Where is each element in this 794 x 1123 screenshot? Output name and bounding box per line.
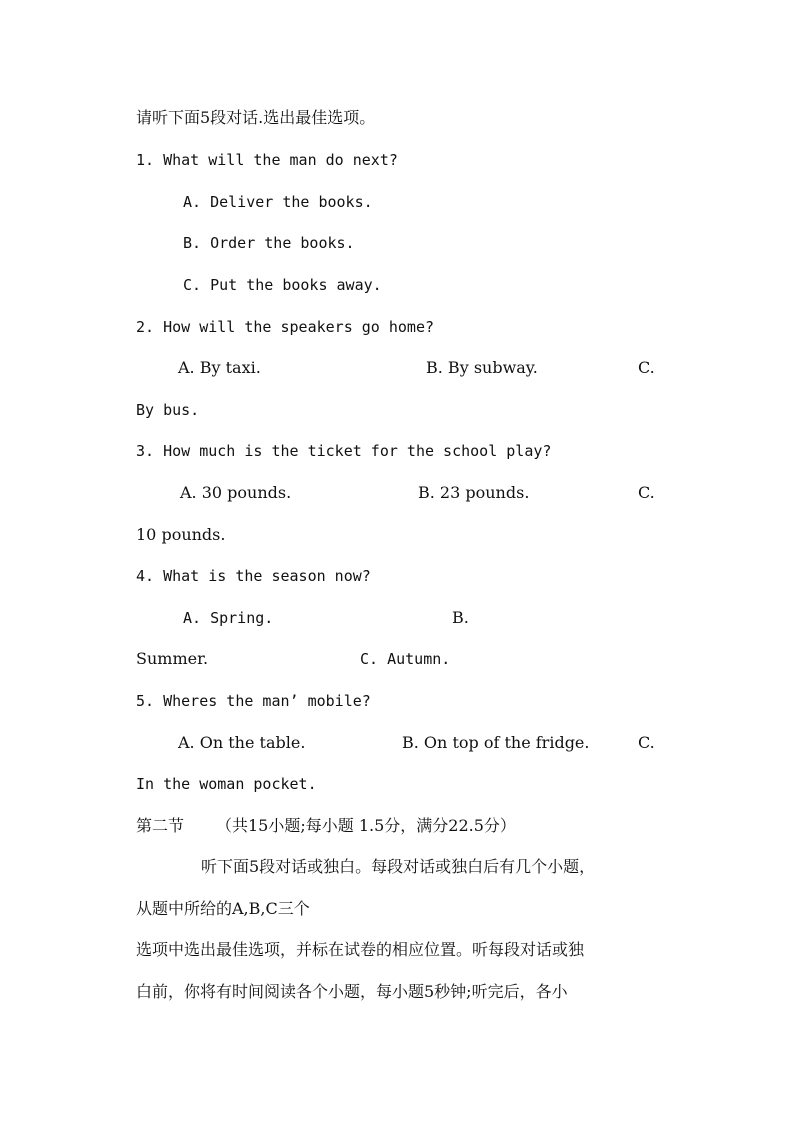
- question-2-option-c-label: C.: [638, 358, 655, 377]
- question-5-option-b: B. On top of the fridge.: [402, 733, 590, 752]
- section-2-heading: 第二节: [136, 816, 185, 835]
- question-1-prompt: 1. What will the man do next?: [136, 151, 398, 169]
- question-4-option-a: A. Spring.: [183, 609, 274, 627]
- question-4-option-b-text: Summer.: [136, 649, 209, 668]
- question-2-option-a: A. By taxi.: [178, 358, 261, 377]
- section-intro: 请听下面5段对话.选出最佳选项。: [136, 108, 376, 127]
- question-1-option-b: B. Order the books.: [183, 234, 355, 252]
- question-2-prompt: 2. How will the speakers go home?: [136, 318, 435, 336]
- question-5-option-c-label: C.: [638, 733, 655, 752]
- question-3-option-b: B. 23 pounds.: [418, 483, 530, 502]
- question-3-prompt: 3. How much is the ticket for the school play?: [136, 442, 552, 460]
- question-2-option-c-text: By bus.: [136, 401, 200, 419]
- section-2-instruction-line-1: 听下面5段对话或独白。每段对话或独白后有几个小题，: [201, 857, 596, 876]
- question-3-option-c-label: C.: [638, 483, 655, 502]
- question-1-option-a: A. Deliver the books.: [183, 193, 373, 211]
- section-2-instruction-line-2: 从题中所给的A,B,C三个: [136, 899, 310, 918]
- question-4-option-c: C. Autumn.: [360, 650, 451, 668]
- question-3-option-a: A. 30 pounds.: [180, 483, 292, 502]
- section-2-points: （共15小题;每小题 1.5分，满分22.5分）: [216, 816, 516, 835]
- question-5-prompt: 5. Wheres the man’ mobile?: [136, 692, 371, 710]
- question-4-option-b-label: B.: [452, 608, 469, 627]
- question-5-option-a: A. On the table.: [178, 733, 306, 752]
- section-2-instruction-line-4: 白前，你将有时间阅读各个小题，每小题5秒钟;听完后，各小: [136, 982, 568, 1001]
- question-3-option-c-text: 10 pounds.: [136, 525, 226, 544]
- question-4-prompt: 4. What is the season now?: [136, 567, 371, 585]
- section-2-instruction-line-3: 选项中选出最佳选项，并标在试卷的相应位置。听每段对话或独: [136, 940, 585, 959]
- question-2-option-b: B. By subway.: [426, 358, 538, 377]
- question-1-option-c: C. Put the books away.: [183, 276, 382, 294]
- question-5-option-c-text: In the woman pocket.: [136, 775, 317, 793]
